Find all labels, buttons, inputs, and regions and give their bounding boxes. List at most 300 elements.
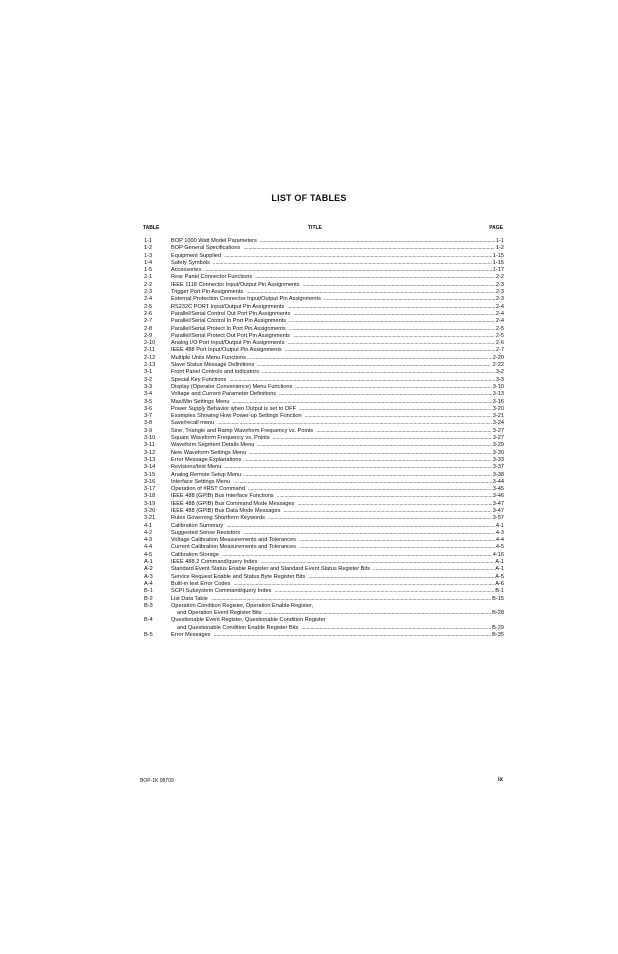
table-number: 3-17 <box>144 486 156 493</box>
table-number: 2-4 <box>144 296 153 303</box>
table-title: Max/Min Settings Menu <box>171 398 230 405</box>
table-title: Special Key Functions <box>171 376 227 383</box>
table-title: Analog Remote Setup Menu <box>171 471 242 478</box>
table-number: 3-7 <box>144 413 153 420</box>
list-item <box>140 625 504 632</box>
entry-title-wrap <box>171 399 493 406</box>
table-title: Power Supply Behavior when Output is set to OFF <box>171 405 296 412</box>
dot-leader <box>305 413 492 420</box>
list-item <box>140 537 504 544</box>
dot-leader <box>224 464 491 471</box>
table-number: 2-9 <box>144 332 153 339</box>
entry-title-wrap <box>171 413 493 420</box>
list-item <box>140 566 504 573</box>
table-title: Parallel/Serial Control Out Port Pin Assignments <box>171 310 291 317</box>
entry-title-wrap <box>171 515 493 522</box>
page-reference: 1-1 <box>495 238 504 244</box>
list-item <box>140 457 504 464</box>
table-number: 3-20 <box>144 507 156 514</box>
list-item <box>140 428 504 435</box>
table-title: Display (Operator Convenience) Menu Functions <box>171 383 293 390</box>
page-reference: 3-44 <box>492 478 504 485</box>
list-item <box>140 479 504 486</box>
table-number: 3-18 <box>144 493 156 500</box>
entry-title-wrap <box>171 267 493 274</box>
page-reference: 3-3 <box>495 376 504 383</box>
list-item <box>140 435 504 442</box>
table-title: Error Message Explanations <box>171 456 242 463</box>
list-item <box>140 450 504 457</box>
page-reference: B-35 <box>492 632 504 639</box>
table-title: New Waveform Settings Menu <box>171 449 247 456</box>
entry-title-wrap <box>171 617 504 624</box>
dot-leader <box>308 574 494 581</box>
dot-leader <box>233 479 492 486</box>
dot-leader <box>297 501 491 508</box>
entry-title-wrap <box>171 282 496 289</box>
entry-title-wrap <box>171 340 496 347</box>
list-item <box>140 384 504 391</box>
page-reference: 3-33 <box>492 456 504 463</box>
list-item <box>140 260 504 267</box>
page-reference: 3-2 <box>495 369 504 376</box>
entry-title-wrap <box>171 501 493 508</box>
table-title: Save/recall menu <box>171 420 215 427</box>
page-reference: 3-16 <box>492 398 504 405</box>
page-title: LIST OF TABLES <box>271 193 347 203</box>
dot-leader <box>213 632 491 639</box>
entry-title-wrap <box>171 289 496 296</box>
page-reference: 2-3 <box>495 296 504 303</box>
entry-title-wrap <box>171 603 504 610</box>
table-number: 3-15 <box>144 471 156 478</box>
page-reference: 3-27 <box>492 435 504 442</box>
table-title: IEEE 488.2 Command/query Index <box>171 559 258 566</box>
list-item <box>140 442 504 449</box>
table-number: 2-11 <box>144 347 155 354</box>
entry-title-wrap <box>171 559 495 566</box>
table-number: 2-2 <box>144 281 153 288</box>
dot-leader <box>257 362 491 369</box>
table-title: Operation Condition Register, Operation Enable Register, <box>171 602 314 609</box>
table-title: Multiple Units Menu Functions <box>171 354 246 361</box>
page-reference: 4-3 <box>495 529 504 536</box>
page-reference: 3-10 <box>492 383 504 390</box>
dot-leader <box>299 537 495 544</box>
table-title: Waveform Segment Details Menu <box>171 442 255 449</box>
page-reference: 3-46 <box>492 493 504 500</box>
table-number: 1-3 <box>144 252 153 259</box>
entry-title-wrap <box>171 632 492 639</box>
table-number: 3-9 <box>144 427 153 434</box>
page-reference: 3-57 <box>492 515 504 522</box>
entry-title-wrap <box>171 574 495 581</box>
list-item <box>140 610 504 617</box>
page-reference: 3-20 <box>492 405 504 412</box>
table-title: Standard Event Status Enable Register and Standard Event Status Register Bits <box>171 566 371 573</box>
entry-title-wrap <box>171 333 496 340</box>
list-item <box>140 559 504 566</box>
entry-title-wrap <box>171 296 496 303</box>
table-number: 1-1 <box>144 238 153 244</box>
dot-leader <box>249 355 492 362</box>
list-item <box>140 326 504 333</box>
dot-leader <box>287 304 495 311</box>
table-title: and Operation Event Register Bits <box>177 610 262 617</box>
table-title: Slave Status Message Definitions <box>171 362 255 369</box>
dot-leader <box>244 457 492 464</box>
table-number: B-5 <box>144 632 153 639</box>
dot-leader <box>255 274 495 281</box>
table-number: A-3 <box>144 573 153 580</box>
table-number: 3-19 <box>144 500 156 507</box>
dot-leader <box>229 377 495 384</box>
entry-title-wrap <box>171 245 496 252</box>
column-header-title: TITLE <box>308 225 322 231</box>
table-number: 1-5 <box>144 267 153 274</box>
dot-leader <box>244 472 492 479</box>
document-id: BOP-1K 08709 <box>140 778 174 784</box>
entry-title-wrap <box>171 457 493 464</box>
page-reference: B-29 <box>492 624 504 631</box>
entry-title-wrap <box>171 428 493 435</box>
list-item <box>140 245 504 252</box>
dot-leader <box>257 442 491 449</box>
list-item <box>140 420 504 427</box>
page-reference: 1-17 <box>492 267 504 274</box>
entry-title-wrap <box>171 442 493 449</box>
entry-title-wrap <box>171 304 496 311</box>
page-reference: 3-38 <box>492 471 504 478</box>
page-reference: A-6 <box>495 580 504 587</box>
dot-leader <box>299 406 492 413</box>
dot-leader <box>204 267 492 274</box>
list-item <box>140 362 504 369</box>
page-reference: 1-15 <box>492 252 504 259</box>
table-number: 4-4 <box>144 544 153 551</box>
table-number: 3-21 <box>144 515 156 522</box>
page-reference: 2-20 <box>492 354 504 361</box>
entry-title-wrap <box>171 537 496 544</box>
page-reference: 1-15 <box>492 259 504 266</box>
entry-title-wrap <box>171 523 496 530</box>
table-title: Analog I/O Port Input/Output Pin Assignments <box>171 340 285 347</box>
page-number: ix <box>497 777 503 783</box>
page-reference: 3-30 <box>492 449 504 456</box>
page-reference: 3-21 <box>492 413 504 420</box>
dot-leader <box>288 340 495 347</box>
entry-title-wrap <box>171 326 496 333</box>
dot-leader <box>262 369 495 376</box>
table-number: 3-2 <box>144 376 153 383</box>
table-title: Front Panel Controls and Indicators <box>171 369 259 376</box>
table-title: Error Messages <box>171 632 211 639</box>
list-item <box>140 603 504 610</box>
list-item <box>140 238 504 245</box>
table-number: 2-12 <box>144 354 156 361</box>
page-reference: 2-3 <box>495 281 504 288</box>
table-title: Voltage Calibration Measurements and Tolerances <box>171 537 296 544</box>
page-reference: 3-13 <box>492 391 504 398</box>
dot-leader <box>243 530 495 537</box>
table-number: B-4 <box>144 617 153 624</box>
table-title: IEEE 488 Port Input/Output Pin Assignments <box>171 347 282 354</box>
dot-leader <box>233 581 494 588</box>
page-reference: 3-27 <box>492 427 504 434</box>
page-reference: 2-4 <box>495 310 504 317</box>
page-reference: 3-37 <box>492 464 504 471</box>
entry-title-wrap <box>171 253 493 260</box>
list-item <box>140 369 504 376</box>
entry-title-wrap <box>171 450 493 457</box>
list-item <box>140 581 504 588</box>
dot-leader <box>248 486 492 493</box>
list-item <box>140 588 504 595</box>
entry-title-wrap <box>171 610 492 617</box>
entry-title-wrap <box>171 384 493 391</box>
entry-title-wrap <box>171 355 493 362</box>
table-title: Sine, Triangle and Ramp Waveform Frequency vs. Points <box>171 427 314 434</box>
dot-leader <box>299 544 495 551</box>
page-reference: 2-22 <box>492 362 504 369</box>
list-item <box>140 486 504 493</box>
dot-leader <box>289 326 495 333</box>
list-item <box>140 523 504 530</box>
table-title: Service Request Enable and Status Byte Register Bits <box>171 573 306 580</box>
entry-title-wrap <box>171 362 493 369</box>
table-title: Calibration Summary <box>171 522 224 529</box>
page-reference: 2-4 <box>495 318 504 325</box>
table-number: 3-14 <box>144 464 156 471</box>
entry-title-wrap <box>171 435 493 442</box>
dot-leader <box>246 289 495 296</box>
list-item <box>140 406 504 413</box>
page-reference: B-1 <box>495 588 504 595</box>
entry-title-wrap <box>171 508 493 515</box>
list-item <box>140 413 504 420</box>
entry-title-wrap <box>171 274 496 281</box>
table-number: 3-10 <box>144 435 156 442</box>
entry-title-wrap <box>171 406 493 413</box>
table-number: 3-4 <box>144 391 153 398</box>
page-reference: 3-24 <box>492 420 504 427</box>
table-title: and Questionable Condition Enable Register Bits <box>177 624 299 631</box>
table-number: B-2 <box>144 595 153 602</box>
table-number: 4-5 <box>144 551 153 558</box>
entry-title-wrap <box>171 581 495 588</box>
table-title: Operation of #RST Command <box>171 486 245 493</box>
dot-leader <box>260 238 495 245</box>
page-reference: A-1 <box>495 559 504 566</box>
list-item <box>140 472 504 479</box>
list-item <box>140 289 504 296</box>
table-title: List Data Table <box>171 595 208 602</box>
table-number: 1-2 <box>144 245 153 252</box>
table-number: 3-11 <box>144 442 155 449</box>
list-item <box>140 493 504 500</box>
table-title: Trigger Port Pin Assignments <box>171 289 244 296</box>
table-number: 3-5 <box>144 398 153 405</box>
dot-leader <box>224 253 492 260</box>
list-item <box>140 596 504 603</box>
table-number: 3-16 <box>144 478 156 485</box>
table-number: 2-13 <box>144 362 156 369</box>
table-title: Parallel/Serial Protect In Port Pin Assignments <box>171 325 286 332</box>
page-reference: 4-5 <box>495 544 504 551</box>
page-reference: 4-4 <box>495 537 504 544</box>
list-item <box>140 464 504 471</box>
table-number: 3-12 <box>144 449 156 456</box>
list-item <box>140 340 504 347</box>
page-reference: 2-5 <box>495 332 504 339</box>
table-title: Questionable Event Register, Questionable Condition Register <box>171 617 326 624</box>
list-item <box>140 574 504 581</box>
table-number: 3-13 <box>144 456 156 463</box>
list-item <box>140 282 504 289</box>
column-header-page: PAGE <box>489 225 503 231</box>
dot-leader <box>213 260 492 267</box>
page-reference: 4-1 <box>495 522 504 529</box>
page-reference: A-1 <box>495 566 504 573</box>
dot-leader <box>226 523 495 530</box>
dot-leader <box>324 296 495 303</box>
dot-leader <box>373 566 494 573</box>
table-number: 4-2 <box>144 529 153 536</box>
table-title: Rules Governing Shortform Keywords <box>171 515 265 522</box>
entry-title-wrap <box>171 391 493 398</box>
table-number: A-1 <box>144 559 153 566</box>
dot-leader <box>232 399 491 406</box>
table-title: Voltage and Current Parameter Definitions <box>171 391 277 398</box>
entry-title-wrap <box>171 369 496 376</box>
entry-title-wrap <box>171 486 493 493</box>
entry-title-wrap <box>171 311 496 318</box>
table-number: 1-4 <box>144 259 153 266</box>
entry-title-wrap <box>171 377 496 384</box>
table-number: 2-7 <box>144 318 153 325</box>
list-item <box>140 333 504 340</box>
page-reference: 4-16 <box>492 551 504 558</box>
table-title: RS232C PORT Input/Output Pin Assignments <box>171 303 285 310</box>
page-reference: 3-29 <box>492 442 504 449</box>
list-item <box>140 544 504 551</box>
dot-leader <box>283 508 491 515</box>
page-reference: B-28 <box>492 610 504 617</box>
entry-title-wrap <box>171 318 496 325</box>
page-reference: 2-2 <box>495 274 504 281</box>
page-reference: 1-2 <box>495 245 504 252</box>
table-number: 2-5 <box>144 303 153 310</box>
list-item <box>140 617 504 624</box>
dot-leader <box>293 311 495 318</box>
entry-title-wrap <box>171 544 496 551</box>
table-title: IEEE 488 (GPIB) Bus Data Mode Messages <box>171 507 281 514</box>
dot-leader <box>260 559 494 566</box>
dot-leader <box>295 384 492 391</box>
page-reference: 3-47 <box>492 507 504 514</box>
page-reference: 2-6 <box>495 340 504 347</box>
list-item <box>140 508 504 515</box>
entry-title-wrap <box>171 464 493 471</box>
entry-title-wrap <box>171 625 492 632</box>
table-number: A-4 <box>144 580 153 587</box>
entry-title-wrap <box>171 420 493 427</box>
table-title: Examples Showing How Power-up Settings Function <box>171 413 302 420</box>
dot-leader <box>289 318 495 325</box>
table-number: A-2 <box>144 566 153 573</box>
dot-leader <box>273 435 492 442</box>
table-title: Parallel/Serial Protect Out Port Pin Assignments <box>171 332 291 339</box>
table-number: 3-8 <box>144 420 153 427</box>
table-title: Calibration Storage <box>171 551 219 558</box>
entry-title-wrap <box>171 552 493 559</box>
table-number: 2-8 <box>144 325 153 332</box>
column-header-table: TABLE <box>143 225 160 231</box>
list-item <box>140 391 504 398</box>
dot-leader <box>279 391 492 398</box>
page-reference: 2-5 <box>495 325 504 332</box>
dot-leader <box>293 333 495 340</box>
table-title: Built-in test Error Codes <box>171 580 231 587</box>
table-title: IEEE 488 (GPIB) Bus Interface Functions <box>171 493 274 500</box>
page-reference: 3-47 <box>492 500 504 507</box>
table-number: 2-3 <box>144 289 153 296</box>
dot-leader <box>274 588 494 595</box>
table-title: Interface Settings Menu <box>171 478 231 485</box>
page-reference: 2-3 <box>495 289 504 296</box>
table-title: IEEE 488 (GPIB) Bus Command Mode Messages <box>171 500 295 507</box>
dot-leader <box>277 493 492 500</box>
table-title: Suggested Sense Resistors <box>171 529 241 536</box>
list-item <box>140 552 504 559</box>
dot-leader <box>211 596 491 603</box>
list-item <box>140 399 504 406</box>
table-title: Square Waveform Frequency vs. Points <box>171 435 270 442</box>
table-title: Current Calibration Measurements and Tolerances <box>171 544 296 551</box>
dot-leader <box>222 552 492 559</box>
entry-title-wrap <box>171 347 496 354</box>
entry-title-wrap <box>171 588 495 595</box>
page-reference: 2-4 <box>495 303 504 310</box>
table-number: 2-10 <box>144 340 156 347</box>
list-item <box>140 377 504 384</box>
entry-title-wrap <box>171 493 493 500</box>
page-reference: B-15 <box>492 595 504 602</box>
list-item <box>140 515 504 522</box>
entry-title-wrap <box>171 530 496 537</box>
table-number: 3-3 <box>144 383 153 390</box>
dot-leader <box>301 625 491 632</box>
table-list <box>140 238 504 639</box>
table-title: IEEE 1118 Connector Input/Output Pin Assignments <box>171 281 300 288</box>
dot-leader <box>285 347 495 354</box>
table-number: 4-1 <box>144 522 153 529</box>
page-reference: 3-45 <box>492 486 504 493</box>
table-title: Rear Panel Connector Functions <box>171 274 253 281</box>
list-item <box>140 296 504 303</box>
list-item <box>140 347 504 354</box>
table-number: 4-3 <box>144 537 153 544</box>
table-title: BOP General Specifications <box>171 245 241 252</box>
entry-title-wrap <box>171 472 493 479</box>
dot-leader <box>303 282 495 289</box>
table-title: Equipment Supplied <box>171 252 222 259</box>
list-item <box>140 501 504 508</box>
list-item <box>140 311 504 318</box>
list-item <box>140 632 504 639</box>
table-number: 2-6 <box>144 310 153 317</box>
dot-leader <box>265 610 492 617</box>
